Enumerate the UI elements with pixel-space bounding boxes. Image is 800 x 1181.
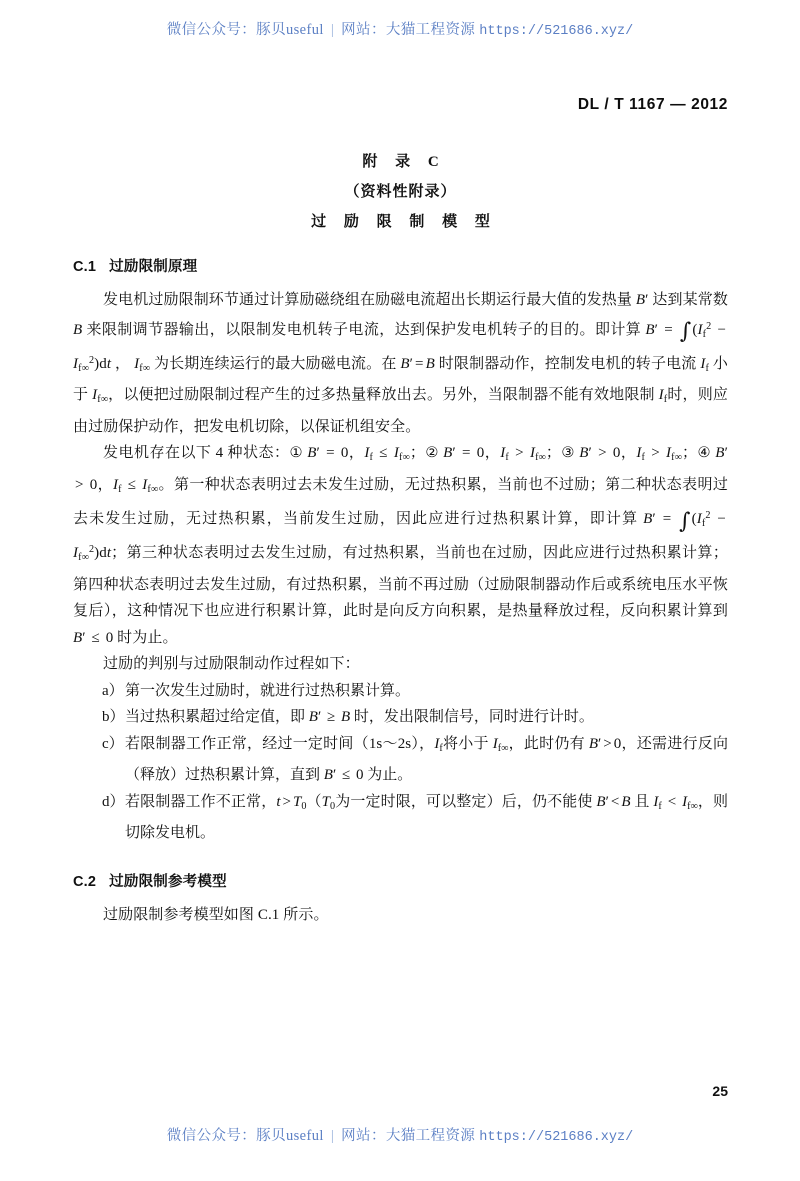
- text-run: ，则切除发电机。: [125, 793, 728, 841]
- text-run: 若限制器工作正常，经过一定时间（1s～2s），: [125, 735, 435, 752]
- watermark-url: https://521686.xyz/: [479, 1130, 634, 1145]
- text-run: 若限制器工作不正常，: [125, 793, 277, 810]
- paragraph-judgement-intro: 过励的判别与过励限制动作过程如下：: [103, 656, 360, 673]
- paragraph-four-states: 发电机存在以下 4 种状态：① B′ = 0，If ≤ If∞；② B′ = 0，If > If∞；③ B′ > 0，If > If∞；④ B′ > 0，If ≤ If∞。第一种状态表明过去未发生过励，无过热积累，当前也不过励；第二种状态表明过去未发生过励，无过热积累，当前发生过励，因此应进行过热积累计算，即计算 B′ = ∫(If$^2$ − If∞$^2$)dt；第三种状态表明过去发生过励，有过热积累，当前也在过励，因此应进行过热积累计算；第四种状态表明过去发生过励，有过热积累，当前不再过励（过励限制器动作后或系统电压水平恢复后），这种情况下也应进行积累计算，此时是向反方向积累，是热量释放过程，反向积累计算到 B′ ≤ 0 时为止。: [73, 444, 728, 646]
- watermark-top: [0, 18, 800, 39]
- text-run: 小于: [73, 356, 728, 404]
- paragraph-principle: 发电机过励限制环节通过计算励磁绕组在励磁电流超出长期运行最大值的发热量 B′ 达到某常数 B 来限制调节器输出，以限制发电机转子电流，达到保护发电机转子的目的。即计算 B′ = ∫(If$^2$ − If∞$^2$)dt ， If∞ 为长期连续运行的最大励磁电流。在 B′ = B 时限制器动作，控制发电机的转子电流 If 小于 If∞，以便把过励限制过程产生的过多热量释放出去。另外，当限制器不能有效地限制 If时，则应由过励保护动作，把发电机切除，以保证机组安全。: [73, 292, 728, 435]
- clause-heading-c2: [73, 870, 728, 891]
- text-run: 将小于: [442, 735, 489, 752]
- circled-number-3: ③: [561, 444, 575, 462]
- list-text-a: 第一次发生过励时，就进行过热积累计算。: [125, 682, 411, 699]
- text-run: 时，发出限制信号，同时进行计时。: [353, 709, 594, 726]
- text-run: 发电机存在以下 4 种状态：: [103, 445, 290, 462]
- text-run: ，此时仍有: [508, 735, 585, 752]
- circled-number-4: ④: [697, 444, 712, 462]
- list-item-b: [73, 704, 728, 731]
- annex-name: 过 励 限 制 模 型: [311, 214, 497, 230]
- paragraph-reference-model: 过励限制参考模型如图 C.1 所示。: [103, 907, 329, 924]
- watermark-site-label: 网站：大猫工程资源: [341, 1128, 476, 1144]
- integral-sign: ∫: [679, 508, 691, 534]
- watermark-wechat-label: 微信公众号：豚贝useful: [166, 1128, 324, 1144]
- list-item-c: [73, 731, 728, 789]
- annex-subtitle: （资料性附录）: [344, 184, 457, 200]
- annex-title: 附 录 C: [362, 154, 446, 170]
- list-marker-b: b）: [102, 709, 125, 726]
- text-run: ；第三种状态表明过去发生过励，有过热积累，当前也在过励，因此应进行过热积累计算；第四种状态表明过去发生过励，有过热积累，当前不再过励（过励限制器动作后或系统电压水平恢复后），这种情况下也应进行积累计算，此时是向反方向积累，是热量释放过程，反向积累计算到: [73, 545, 728, 620]
- watermark-separator: |: [330, 22, 335, 38]
- text-run: 为一定时限，可以整定）后，仍不能使: [335, 793, 593, 810]
- text-run: 时限制器动作，控制发电机的转子电流: [438, 356, 697, 373]
- text-run: 当过热积累超过给定值，即: [125, 709, 306, 726]
- text-run: 。第一种状态表明过去未发生过励，无过热积累，当前也不过励；第二种状态表明过去未发生过励，无过热积累，当前发生过励，因此应进行过热积累计算，即计算: [73, 476, 728, 527]
- list-marker-a: a）: [102, 682, 124, 699]
- circled-number-2: ②: [424, 444, 439, 462]
- list-text-d: 若限制器工作不正常，t > T0（T0为一定时限，可以整定）后，仍不能使 B′ < B 且 If < If∞，则切除发电机。: [125, 793, 728, 841]
- integral-sign: ∫: [679, 319, 692, 345]
- list-item-a: [73, 678, 728, 705]
- text-run: 且: [634, 793, 650, 810]
- list-text-c: 若限制器工作正常，经过一定时间（1s～2s），If将小于 If∞，此时仍有 B′ > 0，还需进行反向（释放）过热积累计算，直到 B′ ≤ 0 为止。: [125, 735, 728, 784]
- watermark-bottom: [0, 1124, 800, 1145]
- list-marker-c: c）: [102, 735, 124, 752]
- text-run: 发电机过励限制环节通过计算励磁绕组在励磁电流超出长期运行最大值的发热量: [103, 292, 633, 308]
- list-item-d: [73, 789, 728, 847]
- clause-title-c1: 过励限制原理: [109, 259, 198, 275]
- text-run: 达到某常数: [652, 292, 728, 308]
- list-text-b: 当过热积累超过给定值，即 B′ ≥ B 时，发出限制信号，同时进行计时。: [125, 709, 594, 726]
- text-run: 为止。: [367, 767, 413, 784]
- clause-heading-c1: [73, 255, 728, 276]
- clause-number-c2: C.2: [73, 874, 97, 891]
- page-number: 25: [712, 1083, 728, 1099]
- page-content: [73, 150, 728, 929]
- circled-number-1: ①: [289, 444, 303, 462]
- text-run: ，以便把过励限制过程产生的过多热量释放出去。另外，当限制器不能有效地限制: [108, 387, 655, 404]
- lettered-list: [73, 678, 728, 847]
- text-run: 时为止。: [117, 629, 178, 646]
- watermark-separator: |: [330, 1128, 335, 1144]
- running-head-standard-number: DL / T 1167 — 2012: [577, 96, 728, 113]
- clause-title-c2: 过励限制参考模型: [109, 874, 227, 891]
- clause-number-c1: C.1: [73, 259, 97, 275]
- list-marker-d: d）: [102, 793, 125, 810]
- text-run: 为长期连续运行的最大励磁电流。在: [154, 356, 397, 373]
- text-run: 来限制调节器输出，以限制发电机转子电流，达到保护发电机转子的目的。即计算: [86, 321, 642, 338]
- text-run: 时，则应由过励保护动作，把发电机切除，以保证机组安全。: [73, 387, 728, 435]
- watermark-wechat-label: 微信公众号：豚贝useful: [166, 22, 324, 38]
- watermark-url: https://521686.xyz/: [479, 24, 634, 39]
- text-run: ，还需进行反向（释放）过热积累计算，直到: [125, 735, 728, 784]
- watermark-site-label: 网站：大猫工程资源: [341, 22, 476, 38]
- text-run: （: [306, 793, 322, 810]
